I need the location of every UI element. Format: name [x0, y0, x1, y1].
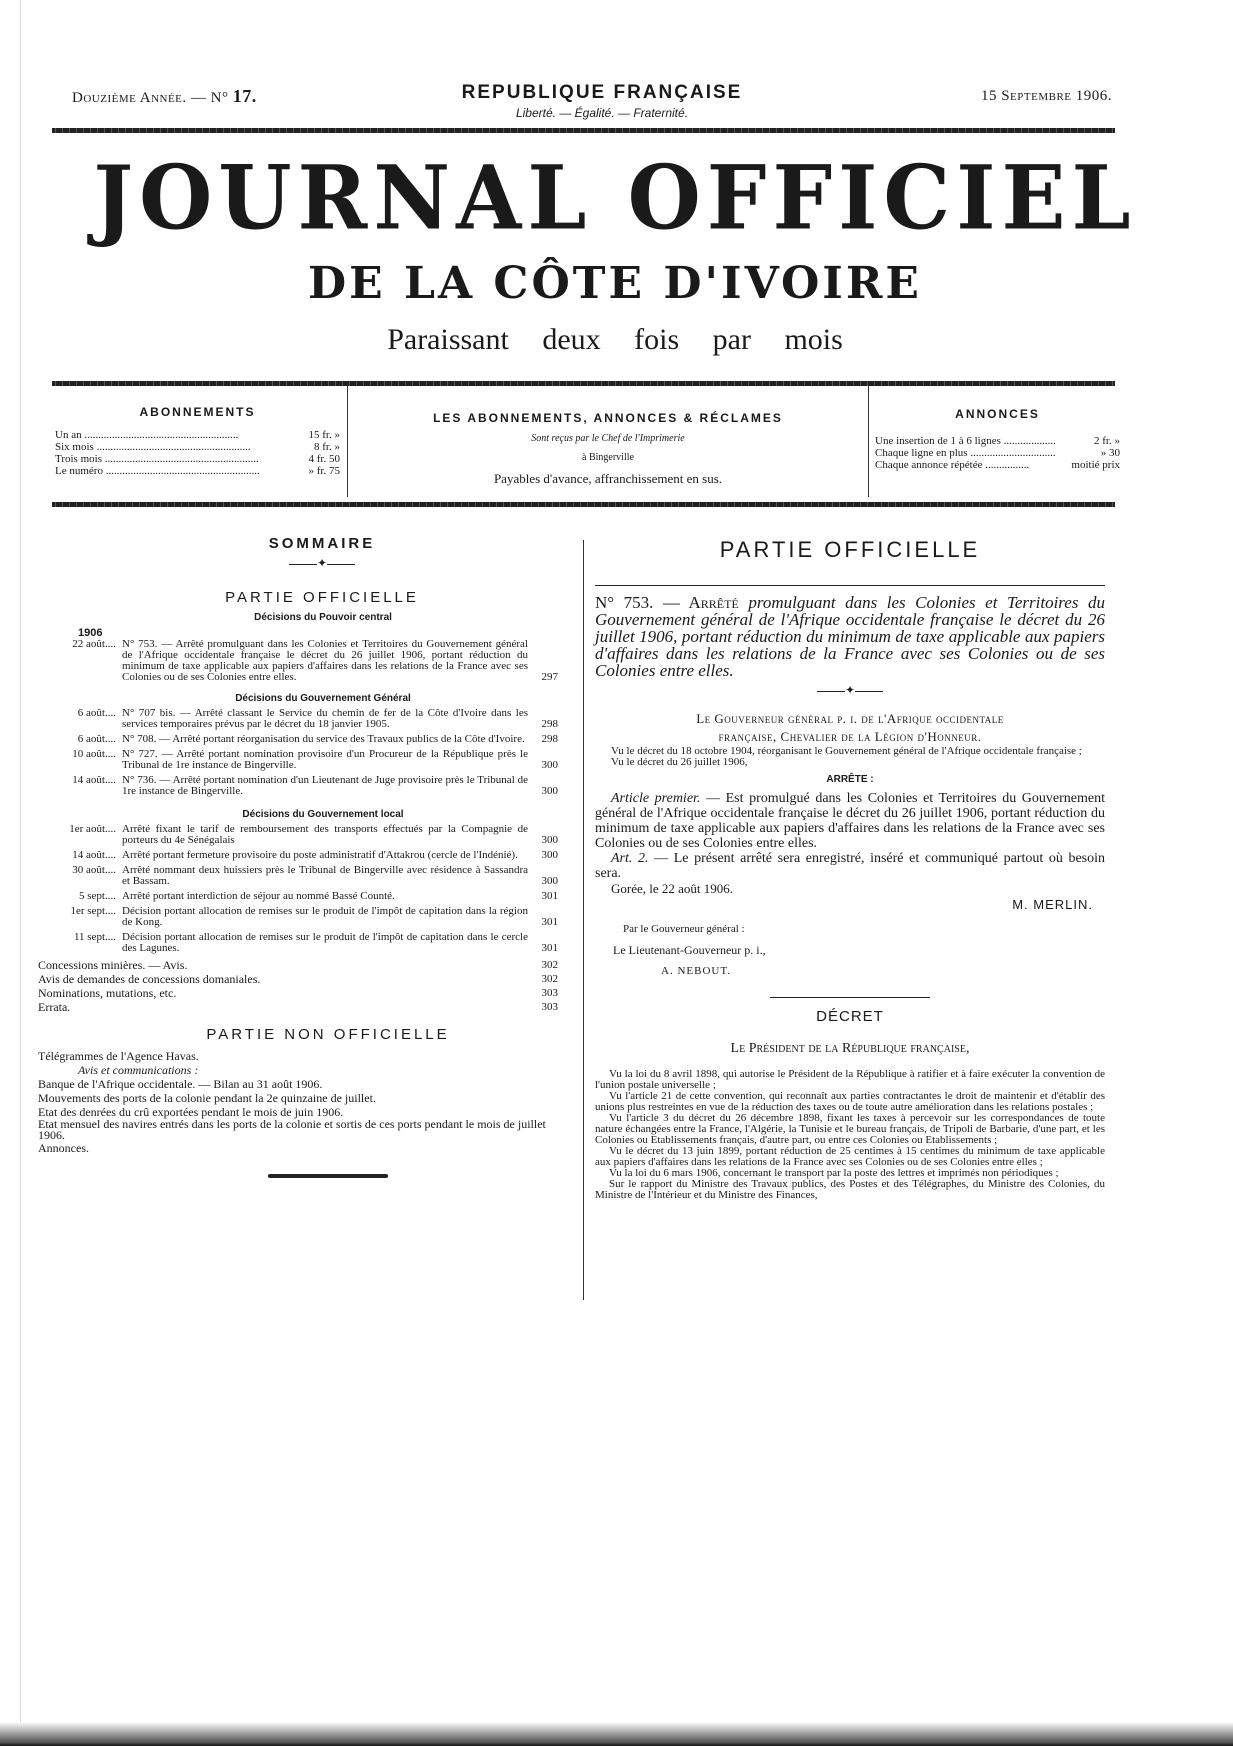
- paraissant-line: Paraissant deux fois par mois: [387, 323, 843, 356]
- subscription-box: [55, 385, 1120, 505]
- section-pouvoir-central: Décisions du Pouvoir central: [254, 612, 392, 623]
- year-label: 1906: [78, 627, 103, 639]
- journal-title: JOURNAL OFFICIEL: [93, 145, 1137, 250]
- arrete-label: ARRÊTE :: [826, 774, 874, 785]
- sommaire-partie-non-officielle: PARTIE NON OFFICIELLE: [206, 1026, 450, 1043]
- republique-block: [432, 82, 772, 120]
- arrete-heading: N° 753. — Arrêté promulguant dans les Colonies et Territoires du Gouvernement général de l'Afrique occidentale française le décret du 26 juillet 1906, portant réduction du minimum de taxe applicable aux papiers d'affaires dans les relations de la France avec ses Colonies ou de ses Colonies entre elles.: [595, 593, 1105, 680]
- non-officielle-list: [38, 1049, 558, 1155]
- list-item: 10 août.... N° 727. — Arrêté portant nomination provisoire d'un Procureur de la République près le Tribunal de 1re instance de Bingerville. 300: [72, 748, 558, 771]
- vu-paragraph: Vu la loi du 8 avril 1898, qui autorise le Président de la République à ratifier et à faire exécuter la convention de l'union postale universelle ;: [595, 1068, 1105, 1091]
- section-gouvernement-general: Décisions du Gouvernement Général: [235, 693, 411, 704]
- issue-number: Douzième Année. — N° 17.: [72, 86, 257, 106]
- list-item: 5 sept.... Arrêté portant interdiction de séjour au nommé Bassé Counté. 301: [79, 890, 558, 902]
- decret-vus: [595, 1069, 1105, 1201]
- abonnements-column: [55, 405, 340, 477]
- list-item: Avis de demandes de concessions domaniales. 302: [38, 972, 558, 986]
- vu-paragraph: Vu le décret du 26 juillet 1906,: [611, 756, 748, 768]
- article-premier: Article premier. — Est promulgué dans les Colonies et Territoires du Gouvernement général de l'Afrique occidentale française le décret du 26 juillet 1906, portant réduction du minimum de taxe applicable aux papiers d'affaires dans les relations de la France avec ses Colonies ou de ses Colonies entre elles.: [595, 791, 1105, 851]
- list-item: Concessions minières. — Avis. 302: [38, 958, 558, 972]
- list-item: Etat mensuel des navires entrés dans les ports de la colonie et sortis de ces ports pendant le mois de juillet 1906.: [38, 1117, 546, 1142]
- article-2: Art. 2. — Le présent arrêté sera enregistré, inséré et communiqué partout où besoin sera.: [595, 851, 1106, 881]
- vu-paragraph: Vu le décret du 18 octobre 1904, réorganisant le Gouvernement général de l'Afrique occidentale française ;: [611, 745, 1082, 757]
- gouverneur-line: Le Gouverneur général p. i. de l'Afrique occidentale française, Chevalier de la Légion d'Honneur.: [696, 711, 1004, 744]
- price-line: Un an ..... 15 fr. »: [55, 429, 340, 441]
- signature-merlin: M. MERLIN.: [1012, 897, 1093, 912]
- partie-officielle-column: [595, 537, 1105, 1201]
- recus-line: Sont reçus par le Chef de l'Imprimerie: [531, 433, 685, 444]
- payables-line: Payables d'avance, affranchissement en sus.: [493, 471, 723, 486]
- list-item: Errata. 303: [38, 1000, 558, 1014]
- list-item: Banque de l'Afrique occidentale. — Bilan au 31 août 1906.: [38, 1077, 323, 1091]
- subbox-bottom-rule: [52, 502, 1115, 507]
- list-item: Mouvements des ports de la colonie pendant la 2e quinzaine de juillet.: [38, 1091, 376, 1105]
- decret-heading: DÉCRET: [816, 1008, 884, 1025]
- top-rule: [52, 128, 1115, 133]
- end-ornament: [38, 1167, 558, 1182]
- ornament: ✦: [595, 683, 1105, 698]
- abonnements-center-column: [347, 385, 869, 497]
- list-item: 6 août.... N° 708. — Arrêté portant réorganisation du service des Travaux publics de la Côte d'Ivoire. 298: [77, 733, 558, 745]
- countersign-block: Par le Gouverneur général : Le Lieutenant-Gouverneur p. i., A. NEBOUT.: [613, 923, 766, 977]
- sommaire-column: [38, 535, 558, 1182]
- issue-date: 15 Septembre 1906.: [980, 88, 1112, 104]
- sommaire-title: SOMMAIRE: [268, 535, 376, 552]
- bingerville-line: à Bingerville: [582, 452, 634, 463]
- annonces-column: [875, 407, 1120, 471]
- list-item: 14 août.... N° 736. — Arrêté portant nomination d'un Lieutenant de Juge provisoire près le Tribunal de 1re instance de Bingerville. 300: [72, 774, 558, 797]
- list-item: 1er août.... Arrêté fixant le tarif de remboursement des transports effectués par la Compagnie de porteurs du 4e Sénégalais 300: [69, 823, 558, 846]
- price-line: Le numéro ..... » fr. 75: [55, 465, 340, 477]
- republique-francaise: REPUBLIQUE FRANÇAISE: [461, 82, 743, 103]
- vu-paragraph: Sur le rapport du Ministre des Travaux publics, des Postes et des Télégraphes, du Ministre des Colonies, du Ministre de l'Intérieur et du Ministre des Finances,: [595, 1178, 1105, 1201]
- vu-paragraph: Vu le décret du 13 juin 1899, portant réduction de 25 centimes à 15 centimes du minimum de taxe applicable aux papiers d'affaires dans les relations de la France avec ses Colonies ou de ses Colonies entre elles ;: [595, 1145, 1105, 1168]
- masthead: [90, 145, 1140, 357]
- list-item: 30 août.... Arrêté nommant deux huissiers près le Tribunal de Bingerville avec résidence à Sassandra et Bassam. 300: [72, 864, 558, 887]
- vu-paragraph: Vu la loi du 6 mars 1906, concernant le transport par la poste des lettres et imprimés non périodiques ;: [609, 1167, 1059, 1179]
- annonce-line: Chaque ligne en plus ..... » 30: [875, 447, 1120, 459]
- list-item: Etat des denrées du crû exportées pendant le mois de juin 1906.: [38, 1105, 344, 1119]
- list-item: 1er sept.... Décision portant allocation de remises sur le produit de l'impôt de capitation dans la région de Kong. 301: [70, 905, 558, 928]
- vu-paragraph: Vu l'article 3 du décret du 26 décembre 1898, fixant les taxes à percevoir sur les correspondances de toute nature échangées entre la France, l'Algérie, la Tunisie et le bureau français, de Tripoli de Barbarie, d'une part, et les Colonies ou Etablissements français, d'autre part, ou entre ces Colonies ou Etablissements ;: [595, 1112, 1105, 1146]
- price-line: Trois mois ..... 4 fr. 50: [55, 453, 340, 465]
- annonce-line: Une insertion de 1 à 6 lignes ..... 2 fr. »: [875, 435, 1120, 447]
- center-title: LES ABONNEMENTS, ANNONCES & RÉCLAMES: [433, 411, 783, 425]
- president-line: Le Président de la République française,: [730, 1041, 970, 1056]
- annonce-line: Chaque annonce répétée ..... moitié prix: [875, 459, 1120, 471]
- vu-paragraph: Vu l'article 21 de cette convention, qui reconnaît aux parties contractantes le droit de maintenir et d'établir des unions plus restreintes en vue de la réduction des taxes ou de toute autre amélioration dans les relations postales ;: [595, 1090, 1105, 1113]
- partie-officielle-heading: PARTIE OFFICIELLE: [719, 537, 981, 562]
- list-item: Annonces.: [38, 1141, 89, 1155]
- list-item: Avis et communications :: [78, 1063, 199, 1077]
- ornament: ✦: [86, 556, 558, 571]
- abonnements-title: ABONNEMENTS: [139, 405, 256, 419]
- price-line: Six mois ..... 8 fr. »: [55, 441, 340, 453]
- column-divider: [583, 540, 584, 1300]
- decret-rule: [770, 997, 930, 998]
- heading-rule: [595, 585, 1105, 586]
- list-item: Nominations, mutations, etc. 303: [38, 986, 558, 1000]
- list-item: Télégrammes de l'Agence Havas.: [38, 1049, 199, 1063]
- devise: Liberté. — Égalité. — Fraternité.: [515, 106, 689, 120]
- list-item: 6 août.... N° 707 bis. — Arrêté classant le Service du chemin de fer de la Côte d'Ivoire dans les services temporaires prévus par le décret du 18 janvier 1905. 298: [77, 707, 558, 730]
- list-item: 14 août.... Arrêté portant fermeture provisoire du poste administratif d'Attakrou (cercle de l'Indénié). 300: [72, 849, 558, 861]
- scan-edge: [0, 0, 21, 1746]
- top-line: [72, 82, 1112, 120]
- list-item: 22 août.... N° 753. — Arrêté promulguant dans les Colonies et Territoires du Gouvernement général de l'Afrique occidentale française le décret du 26 juillet 1906, portant réduction du minimum de taxe applicable aux papiers d'affaires dans les relations de la France avec ses Colonies ou de ses Colonies entre elles. 297: [72, 638, 558, 683]
- place-date: Gorée, le 22 août 1906.: [611, 881, 734, 896]
- scan-bottom-edge: [0, 1722, 1233, 1746]
- annonces-title: ANNONCES: [955, 407, 1040, 421]
- sommaire-partie-officielle: PARTIE OFFICIELLE: [225, 589, 419, 606]
- cote-ivoire-title: DE LA CÔTE D'IVOIRE: [308, 258, 922, 309]
- list-item: 11 sept.... Décision portant allocation de remises sur le produit de l'impôt de capitation dans le cercle des Lagunes. 301: [73, 931, 558, 954]
- section-gouvernement-local: Décisions du Gouvernement local: [242, 809, 404, 820]
